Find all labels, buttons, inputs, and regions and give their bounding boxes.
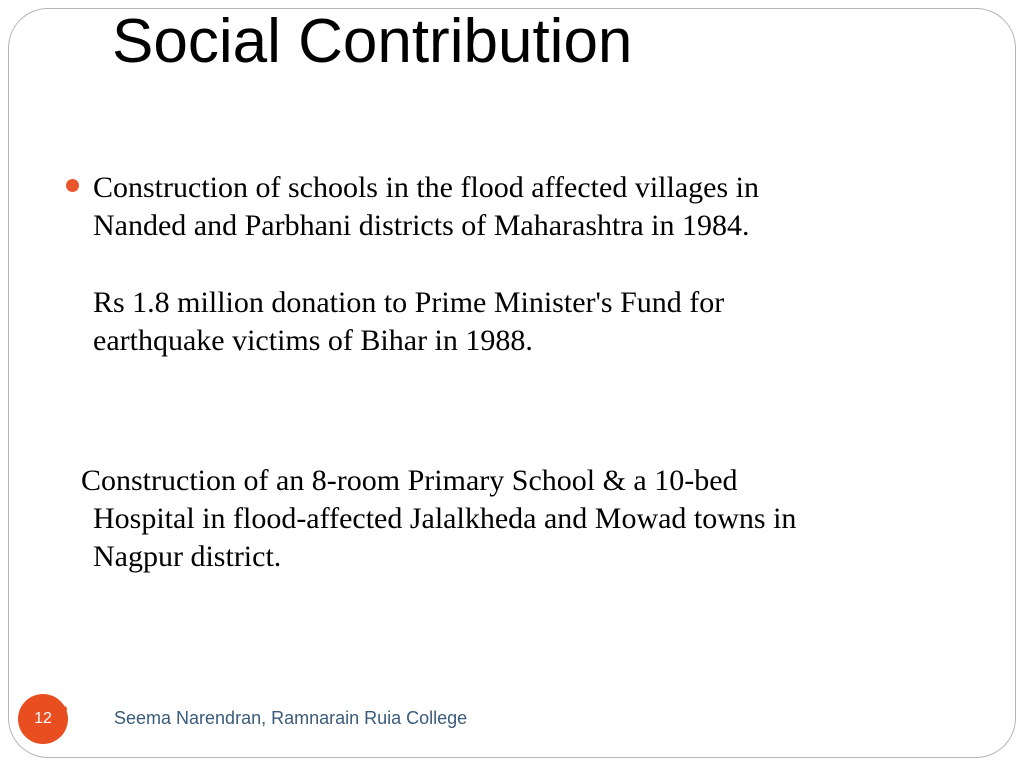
slide-title: Social Contribution [112,7,633,76]
footer-text: Seema Narendran, Ramnarain Ruia College [114,708,468,728]
page-number-badge: 12 [18,694,68,744]
text-line: Rs 1.8 million donation to Prime Minister's Fund for [93,286,725,319]
text-line: Nagpur district. [93,540,282,573]
slide-frame [8,8,1016,758]
text-line: Nanded and Parbhani districts of Maharashtra in 1984. [93,209,750,242]
badge-dot-icon [61,706,67,712]
text-line: Construction of schools in the flood affected villages in [93,171,759,204]
bullet-text-1 [93,169,943,245]
text-line: Hospital in flood-affected Jalalkheda and Mowad towns in [93,502,797,535]
text-line: Construction of an 8-room Primary School & a 10-bed [81,464,738,497]
text-line: earthquake victims of Bihar in 1988. [93,324,533,357]
paragraph-donation [93,284,943,360]
bullet-dot-icon [66,179,79,192]
paragraph-school-hospital [81,462,943,576]
